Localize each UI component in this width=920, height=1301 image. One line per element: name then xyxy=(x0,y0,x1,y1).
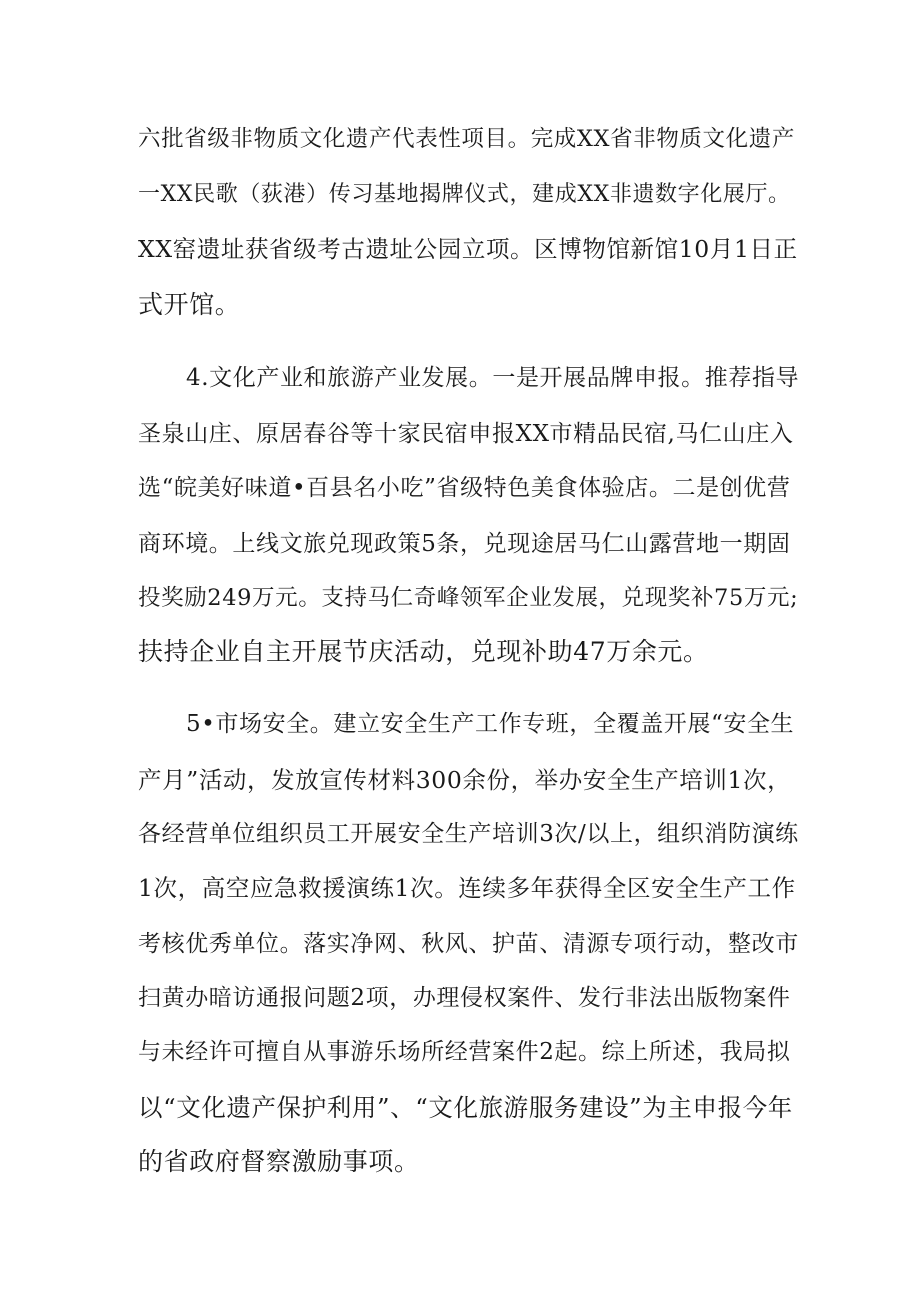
paragraph-2-line-3: 选“皖美好味道•百县名小吃”省级特色美食体验店。二是创优营 xyxy=(138,475,791,501)
paragraph-3-line-9: 的省政府督察激励事项。 xyxy=(138,1147,420,1176)
paragraph-1-line-3: XX窑遗址获省级考古遗址公园立项。区博物馆新馆10月1日正 xyxy=(138,235,798,263)
paragraph-1-line-2: 一XX民歌（荻港）传习基地揭牌仪式，建成XX非遗数字化展厅。 xyxy=(138,182,791,207)
paragraph-3-line-2: 产月”活动，发放宣传材料300余份，举办安全生产培训1次， xyxy=(138,766,792,794)
paragraph-3-line-3: 各经营单位组织员工开展安全生产培训3次/以上，组织消防演练 xyxy=(138,821,799,847)
paragraph-3-line-6: 扫黄办暗访通报问题2项，办理侵权案件、发行非法出版物案件 xyxy=(138,985,791,1011)
paragraph-3-line-7: 与未经许可擅自从事游乐场所经营案件2起。综上所述，我局拟 xyxy=(138,1039,791,1065)
paragraph-3-line-1: 5•市场安全。建立安全生产工作专班，全覆盖开展“安全生 xyxy=(186,711,795,737)
paragraph-2-line-4: 商环境。上线文旅兑现政策5条，兑现途居马仁山露营地一期固 xyxy=(138,531,791,557)
paragraph-2-line-2: 圣泉山庄、原居春谷等十家民宿申报XX市精品民宿,马仁山庄入 xyxy=(138,421,794,447)
paragraph-2-line-1: 4.文化产业和旅游产业发展。一是开展品牌申报。推荐指导 xyxy=(186,365,800,391)
paragraph-3-line-4: 1次，高空应急救援演练1次。连续多年获得全区安全生产工作 xyxy=(138,874,796,902)
paragraph-2-line-5: 投奖励249万元。支持马仁奇峰领军企业发展，兑现奖补75万元; xyxy=(138,585,799,611)
paragraph-2-line-6: 扶持企业自主开展节庆活动，兑现补助47万余元。 xyxy=(138,637,709,666)
paragraph-1-line-4: 式开馆。 xyxy=(138,290,241,319)
paragraph-3-line-5: 考核优秀单位。落实净网、秋风、护苗、清源专项行动，整改市 xyxy=(138,931,799,957)
paragraph-1-line-1: 六批省级非物质文化遗产代表性项目。完成XX省非物质文化遗产 xyxy=(138,126,795,152)
paragraph-3-line-8: 以“文化遗产保护利用”、“文化旅游服务建设”为主申报今年 xyxy=(138,1093,793,1122)
